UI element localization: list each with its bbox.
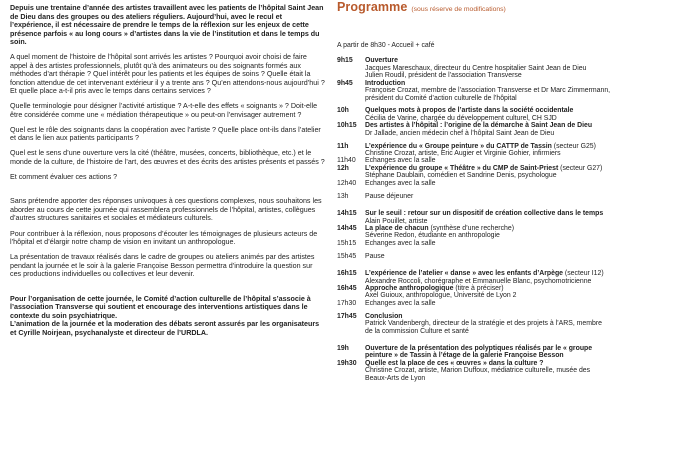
- program-time: 9h15: [337, 57, 353, 65]
- program-item-title: Quelques mots à propos de l’artiste dans la société occidentale: [365, 107, 574, 115]
- intro-paragraph: Sans prétendre apporter des réponses univoques à ces questions complexes, nous souhaitons les aborder au cours de cette journée qui rassemblera professionnels de l’hôpital, artistes, collègues d’autres structures sanitaires et sociales et médiateurs culturels.: [10, 197, 322, 223]
- program-item-title: Ouverture de la présentation des polyptiques réalisés par le « groupe: [365, 344, 593, 352]
- program-item: [337, 285, 673, 300]
- program-item-detail: Alexandre Roccoli, chorégraphe et Emmanuelle Blanc, psychomotricienne: [365, 277, 592, 285]
- intro-paragraph: Quelle terminologie pour désigner l’activité artistique ? A-t-elle des effets « soignants » ? Doit-elle être considérée comme une « médiation thérapeutique » ou peut-on l’envisager autrement ?: [10, 102, 318, 119]
- program-time: 14h15: [337, 210, 357, 218]
- program-time: 12h: [337, 164, 349, 172]
- program-item-detail: Pause déjeuner: [365, 192, 414, 200]
- program-item-detail: Stéphane Daublain, comédien et Sandrine Denis, psychologue: [365, 172, 557, 180]
- program-item-title: L’expérience du « Groupe peinture » du CATTP de Tassin (secteur G25): [365, 142, 596, 150]
- program-item-detail: Echanges avec la salle: [365, 179, 436, 187]
- program-item-title: La place de chacun (synthèse d’une recherche): [365, 224, 514, 232]
- program-item-title: Ouverture: [365, 57, 398, 65]
- program-item: [337, 122, 673, 137]
- program-item-detail: Séverine Redon, étudiante en anthropologie: [365, 232, 500, 240]
- program-subtitle: (sous réserve de modifications): [411, 6, 506, 13]
- program-item-title: L’expérience du groupe « Théâtre » du CMP de Saint-Priest (secteur G27): [365, 164, 603, 172]
- program-item: [337, 313, 673, 335]
- program-item-title: Conclusion: [365, 312, 403, 320]
- program-item-detail: Patrick Vandenbergh, directeur de la stratégie et des projets à l’ARS, membre: [365, 320, 602, 328]
- program-item-detail: Echanges avec la salle: [365, 299, 436, 307]
- program-item-title: Approche anthropologique (titre à préciser): [365, 284, 504, 292]
- program-item-detail: Jacques Mareschaux, directeur du Centre hospitalier Saint Jean de Dieu: [365, 64, 587, 72]
- program-time: 10h: [337, 107, 349, 115]
- program-item-title: Quelle est la place de ces « œuvres » dans la culture ?: [365, 359, 544, 367]
- intro-paragraph: Pour l’organisation de cette journée, le Comité d’action culturelle de l’hôpital s’associe à l’association Transverse qui soutient et encourage des interventions artistiques dans le contexte du soin psychiatrique.: [10, 294, 311, 320]
- program-item: [337, 270, 673, 285]
- program-item: [337, 180, 673, 187]
- program-time: 19h30: [337, 359, 357, 367]
- left-column: [10, 4, 325, 344]
- program-item: [337, 107, 673, 122]
- program-item-detail: Cécilia de Varine, chargée du développement culturel, CH SJD: [365, 114, 557, 122]
- program-item: [337, 165, 673, 180]
- program-item: [337, 143, 673, 158]
- intro-paragraph: Et comment évaluer ces actions ?: [10, 172, 118, 181]
- program-item: [337, 57, 673, 79]
- spacer: [337, 260, 673, 270]
- program-item-detail: Beaux-Arts de Lyon: [365, 374, 426, 382]
- program-item-detail: président du Comité d’action culturelle de l’hôpital: [365, 94, 517, 102]
- program-item-detail: Christine Crozat, artiste, Marion Duffoux, médiatrice culturelle, musée des: [365, 367, 591, 375]
- intro-paragraph: Depuis une trentaine d’année des artistes travaillent avec les patients de l’hôpital Saint Jean de Dieu dans des groupes ou des ateliers réguliers. Aujourd’hui, avec le recul et l’expérience, il est nécessaire de prendre le temps de la réflexion sur les enjeux de cette présence parfois « au long cours » d’artistes dans la vie de l’institution et dans le temps du soin.: [10, 4, 324, 46]
- program-time: 10h15: [337, 122, 357, 130]
- program-item-detail: Alain Pouillet, artiste: [365, 217, 428, 225]
- program-time: 17h45: [337, 312, 357, 320]
- program-time: 15h45: [337, 252, 357, 260]
- program-item-title: Des artistes à l’hôpital : l’origine de la démarche à Saint Jean de Dieu: [365, 122, 593, 130]
- spacer: [337, 200, 673, 210]
- program-title: Programme: [337, 0, 408, 14]
- intro-paragraph: Quel est le sens d’une ouverture vers la cité (théâtre, musées, concerts, bibliothèque, etc.) et le monde de la culture, de l’histoire de l’art, des œuvres et des écrits des artistes présents et passés ?: [10, 149, 325, 166]
- program-item: [337, 193, 673, 200]
- program-item-title: L’expérience de l’atelier « danse » avec les enfants d’Arpège (secteur I12): [365, 270, 604, 278]
- program-item: [337, 157, 673, 164]
- program-item: [337, 80, 673, 102]
- program-item: [337, 345, 673, 360]
- program-item-detail: Françoise Crozat, membre de l’association Transverse et Dr Marc Zimmermann,: [365, 87, 611, 95]
- program-time: 16h45: [337, 284, 357, 292]
- program-list: [337, 57, 673, 382]
- program-time: 14h45: [337, 224, 357, 232]
- program-time: 11h40: [337, 157, 356, 165]
- intro-paragraph: L’animation de la journée et la moderation des débats seront assurés par les organisateurs et Cyrille Noirjean, psychanalyste et directeur de l’URDLA.: [10, 320, 320, 337]
- program-item-detail: peinture » de Tassin à l’étage de la galerie Françoise Besson: [365, 352, 564, 360]
- program-time: 12h40: [337, 179, 357, 187]
- program-item: [337, 300, 673, 307]
- program-time: 17h30: [337, 299, 357, 307]
- program-item: [337, 240, 673, 247]
- program-item-detail: Echanges avec la salle: [365, 157, 436, 165]
- intro-paragraph: Quel est le rôle des soignants dans la coopération avec l’artiste ? Quelle place ont-ils dans l’atelier et dans le lien aux patients participants ?: [10, 125, 321, 143]
- program-time: 13h: [337, 192, 349, 200]
- intro-paragraph: A quel moment de l’histoire de l’hôpital sont arrivés les artistes ? Pourquoi avoir choisi de faire appel à des artistes professionnels, plutôt qu’à des animateurs ou des soignants formés aux méthodes d’art thérapie ? Quel intérêt pour les patients et les équipes de soins ? Quelle était la fonction attendue de cet intervenant extérieur il y a trente ans ? Qu’en attendons-nous aujourd’hui ? Et quelle place a-t-il pris avec le temps dans certains services ?: [10, 53, 325, 96]
- program-time: 15h15: [337, 239, 357, 247]
- program-item: [337, 225, 673, 240]
- program-item-detail: Pause: [365, 252, 385, 260]
- program-item: [337, 253, 673, 260]
- program-time: 11h: [337, 142, 349, 150]
- program-item-detail: Christine Crozat, artiste, Eric Augier et Virginie Gohier, infirmiers: [365, 150, 561, 158]
- intro-paragraph: La présentation de travaux réalisés dans le cadre de groupes ou ateliers animés par des artistes pendant la journée et le soir à la galerie Françoise Besson permettra d’introduire la question sur ces productions individuelles ou collectives et leur devenir.: [10, 253, 315, 279]
- program-item: [337, 360, 673, 382]
- program-item-title: Introduction: [365, 79, 406, 87]
- program-time: 16h15: [337, 270, 357, 278]
- program-item-detail: de la commission Culture et santé: [365, 327, 469, 335]
- spacer: [337, 335, 673, 345]
- program-item-detail: Dr Jallade, ancien médecin chef à l’hôpital Saint Jean de Dieu: [365, 129, 555, 137]
- program-header: [337, 0, 673, 20]
- program-time: 19h: [337, 344, 349, 352]
- program-column: [337, 0, 673, 382]
- program-item: [337, 210, 673, 225]
- program-item-detail: Echanges avec la salle: [365, 239, 436, 247]
- program-item-detail: Julien Roudil, président de l’association Transverse: [365, 72, 522, 80]
- program-time: 9h45: [337, 79, 353, 87]
- program-item-detail: Axel Guioux, anthropologue, Université de Lyon 2: [365, 292, 517, 300]
- program-item-title: Sur le seuil : retour sur un dispositif de création collective dans le temps: [365, 210, 604, 218]
- program-intro: A partir de 8h30 - Accueil + café: [337, 42, 435, 49]
- intro-paragraph: Pour contribuer à la réflexion, nous proposons d’écouter les témoignages de plusieurs acteurs de l’hôpital et d’élargir notre champ de vision en invitant un anthropologue.: [10, 229, 318, 247]
